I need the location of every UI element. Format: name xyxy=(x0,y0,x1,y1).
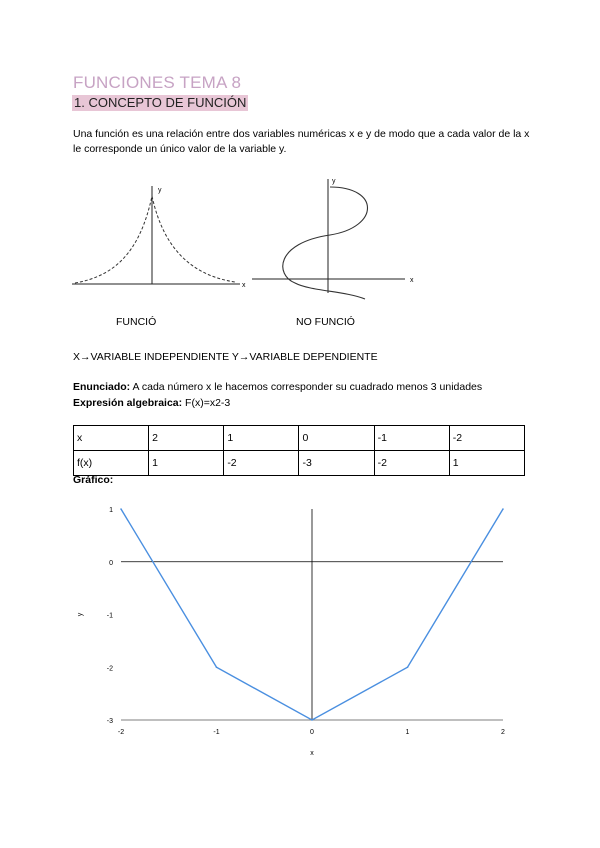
funcion-label: FUNCIÓ xyxy=(116,316,157,328)
table-cell: 1 xyxy=(224,426,299,451)
function-chart xyxy=(70,495,540,765)
table-cell: 0 xyxy=(299,426,374,451)
section-heading: 1. CONCEPTO DE FUNCIÓN xyxy=(74,95,247,110)
y-tick-label: -3 xyxy=(106,718,113,725)
document-title: FUNCIONES TEMA 8 xyxy=(73,73,242,92)
function-sketch xyxy=(70,180,260,295)
sketch-x-label: x xyxy=(242,282,246,289)
table-cell: f(x) xyxy=(74,451,149,476)
table-cell: x xyxy=(74,426,149,451)
table-cell: 2 xyxy=(149,426,224,451)
sketch-curve xyxy=(75,196,235,283)
table-cell: -2 xyxy=(374,451,449,476)
no-funcion-label: NO FUNCIÓ xyxy=(296,316,355,328)
table-cell: 1 xyxy=(449,451,524,476)
table-cell: 1 xyxy=(149,451,224,476)
y-tick-label: -2 xyxy=(106,665,113,673)
chart-ylabel: y xyxy=(77,612,84,617)
table-row xyxy=(74,426,525,451)
y-tick-label: -1 xyxy=(106,612,113,620)
expresion xyxy=(73,397,230,409)
sketch-y-label: y xyxy=(158,187,162,194)
x-tick-label: 2 xyxy=(501,729,505,736)
variables-line: X→VARIABLE INDEPENDIENTE Y→VARIABLE DEPENDIENTE xyxy=(73,351,378,363)
x-tick-label: 0 xyxy=(310,729,314,736)
data-point xyxy=(120,508,122,510)
x-tick-label: -1 xyxy=(213,729,220,736)
no-function-sketch xyxy=(250,175,425,305)
y-tick-label: 0 xyxy=(109,559,113,567)
chart-xlabel: x xyxy=(310,750,314,757)
table-cell: -1 xyxy=(374,426,449,451)
sketch-y-label: y xyxy=(332,178,336,185)
table-cell: -3 xyxy=(299,451,374,476)
sketch-x-label: x xyxy=(410,277,414,284)
values-table xyxy=(73,425,525,476)
definition-paragraph: Una función es una relación entre dos variables numéricas x e y de modo que a cada valor de la x le corresponde un único valor de la variable y. xyxy=(73,128,530,155)
table-cell: -2 xyxy=(224,451,299,476)
x-tick-label: -2 xyxy=(117,729,125,736)
data-point xyxy=(502,508,504,510)
y-tick-label: 1 xyxy=(109,507,113,514)
table-cell: -2 xyxy=(449,426,524,451)
sketch-curve xyxy=(283,187,368,299)
enunciado xyxy=(73,381,482,393)
expresion-label: Expresión algebraica: xyxy=(73,397,183,409)
x-tick-label: 1 xyxy=(405,729,410,736)
enunciado-text: A cada número x le hacemos corresponder su cuadrado menos 3 unidades xyxy=(130,381,483,393)
expresion-text: F(x)=x2-3 xyxy=(182,397,231,409)
enunciado-label: Enunciado: xyxy=(73,381,131,393)
table-row xyxy=(74,451,525,476)
data-point xyxy=(407,666,409,668)
data-point xyxy=(216,666,218,668)
data-point xyxy=(311,719,313,721)
grafico-label: Gráfico: xyxy=(73,474,114,486)
